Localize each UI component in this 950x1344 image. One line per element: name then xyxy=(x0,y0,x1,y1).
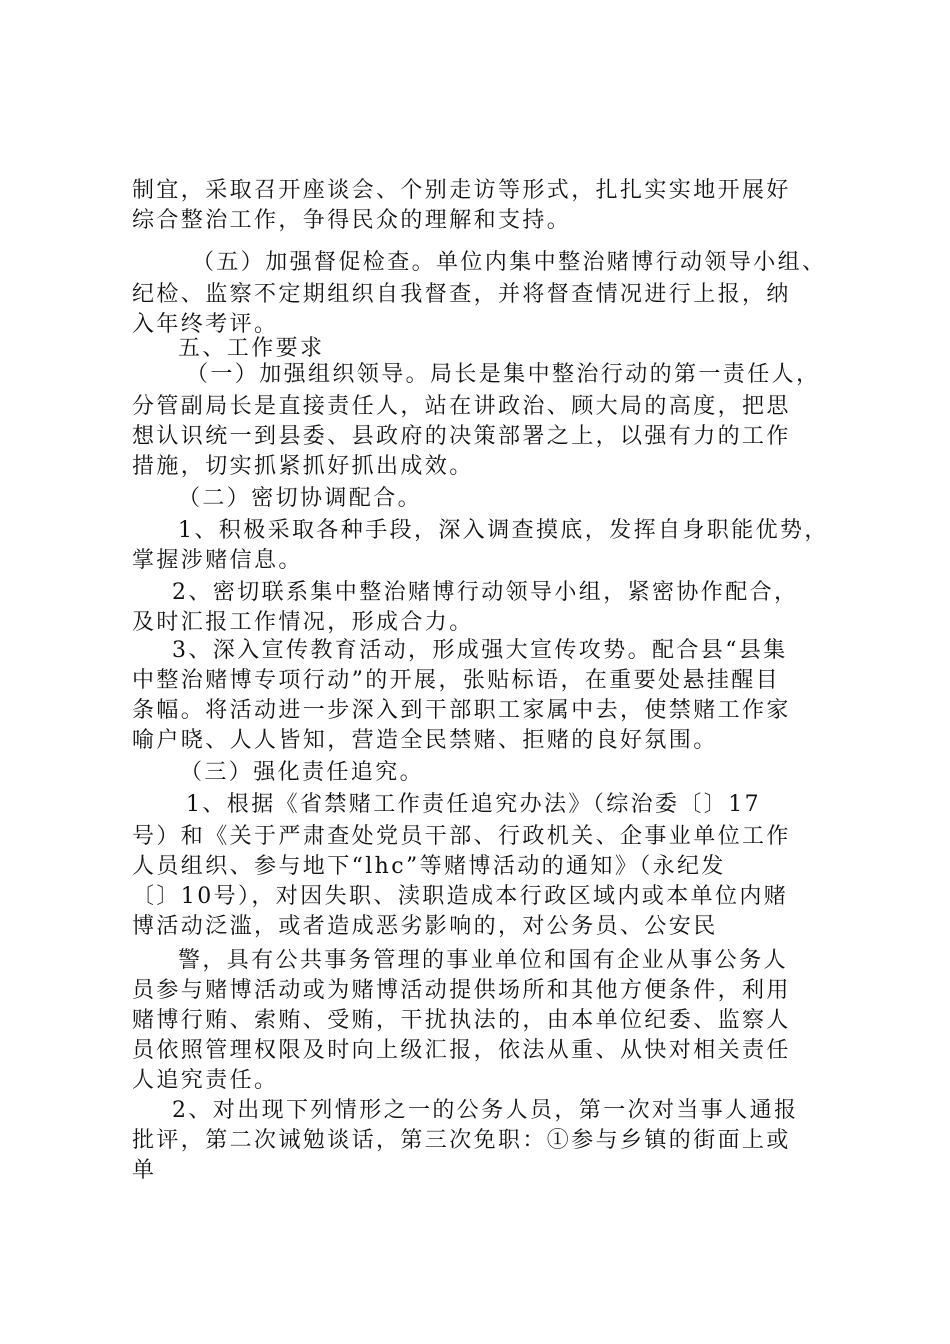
text-line: 批评，第二次诫勉谈话，第三次免职：①参与乡镇的街面上或 xyxy=(132,1128,791,1153)
text-line: 员依照管理权限及时向上级汇报，依法从重、从快对相关责任 xyxy=(132,1038,791,1063)
text-line: 2、密切联系集中整治赌博行动领导小组，紧密协作配合， xyxy=(172,580,799,605)
text-line: 警，具有公共事务管理的事业单位和国有企业从事公务人 xyxy=(178,948,789,973)
text-line: 3、深入宣传教育活动，形成强大宣传攻势。配合县“县集 xyxy=(172,638,788,663)
text-line: 想认识统一到县委、县政府的决策部署之上，以强有力的工作 xyxy=(132,424,791,449)
text-line: 单 xyxy=(132,1158,157,1183)
text-line: 人追究责任。 xyxy=(132,1068,279,1093)
text-line: 制宜，采取召开座谈会、个别走访等形式，扎扎实实地开展好 xyxy=(132,178,791,203)
text-line: 及时汇报工作情况，形成合力。 xyxy=(132,610,474,635)
text-line: 号）和《关于严肃查处党员干部、行政机关、企事业单位工作 xyxy=(132,824,791,849)
text-line: 纪检、监察不定期组织自我督查，并将督查情况进行上报，纳 xyxy=(132,282,791,307)
text-line: 中整治赌博专项行动”的开展，张贴标语，在重要处悬挂醒目 xyxy=(132,668,781,693)
text-line: （五）加强督促检查。单位内集中整治赌博行动领导小组、 xyxy=(192,250,827,275)
text-line: 措施，切实抓紧抓好抓出成效。 xyxy=(132,454,474,479)
text-line: 1、积极采取各种手段，深入调查摸底，发挥自身职能优势， xyxy=(178,518,829,543)
text-line: 博活动泛滥，或者造成恶劣影响的，对公务员、公安民 xyxy=(132,914,718,939)
text-line: 员参与赌博活动或为赌博活动提供场所和其他方便条件，利用 xyxy=(132,978,791,1003)
text-line: 赌博行贿、索贿、受贿，干扰执法的，由本单位纪委、监察人 xyxy=(132,1008,791,1033)
text-line: 入年终考评。 xyxy=(132,312,279,337)
text-line: （三）强化责任追究。 xyxy=(180,760,425,785)
text-line: 综合整治工作，争得民众的理解和支持。 xyxy=(132,208,572,233)
text-line: 〔〕10号），对因失职、渎职造成本行政区域内或本单位内赌 xyxy=(132,884,789,909)
text-line: （一）加强组织领导。局长是集中整治行动的第一责任人， xyxy=(186,362,821,387)
text-line: 2、对出现下列情形之一的公务人员，第一次对当事人通报 xyxy=(172,1098,799,1123)
text-line: 1、根据《省禁赌工作责任追究办法》（综治委〔〕17 xyxy=(186,792,761,817)
text-line: 五、工作要求 xyxy=(178,336,325,361)
text-line: 喻户晓、人人皆知，营造全民禁赌、拒赌的良好氛围。 xyxy=(132,728,718,753)
text-line: （二）密切协调配合。 xyxy=(178,486,423,511)
text-line: 掌握涉赌信息。 xyxy=(132,548,303,573)
text-line: 条幅。将活动进一步深入到干部职工家属中去，使禁赌工作家 xyxy=(132,698,791,723)
text-line: 人员组织、参与地下“lhc”等赌博活动的通知》（永纪发 xyxy=(132,854,726,879)
text-line: 分管副局长是直接责任人，站在讲政治、顾大局的高度，把思 xyxy=(132,394,791,419)
